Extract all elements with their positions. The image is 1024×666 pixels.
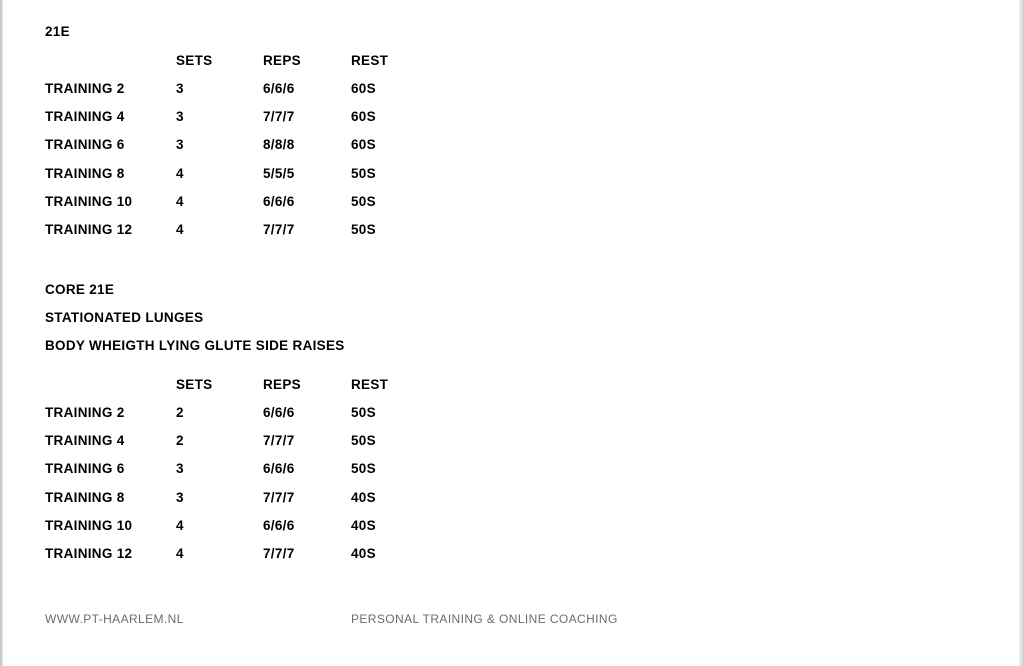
header-sets: SETS — [176, 377, 213, 392]
row-rest: 50S — [351, 433, 376, 448]
row-name: TRAINING 4 — [45, 433, 125, 448]
row-name: TRAINING 8 — [45, 490, 125, 505]
row-reps: 5/5/5 — [263, 166, 295, 181]
row-sets: 3 — [176, 137, 184, 152]
row-name: TRAINING 12 — [45, 546, 133, 561]
row-rest: 40S — [351, 490, 376, 505]
row-reps: 6/6/6 — [263, 461, 295, 476]
row-rest: 40S — [351, 546, 376, 561]
row-name: TRAINING 12 — [45, 222, 133, 237]
row-rest: 40S — [351, 518, 376, 533]
row-name: TRAINING 10 — [45, 194, 133, 209]
row-reps: 7/7/7 — [263, 109, 295, 124]
row-reps: 6/6/6 — [263, 194, 295, 209]
header-reps: REPS — [263, 53, 301, 68]
row-name: TRAINING 8 — [45, 166, 125, 181]
row-name: TRAINING 4 — [45, 109, 125, 124]
section-title: 21E — [45, 24, 70, 39]
header-reps: REPS — [263, 377, 301, 392]
row-reps: 8/8/8 — [263, 137, 295, 152]
row-rest: 60S — [351, 81, 376, 96]
footer-tagline: PERSONAL TRAINING & ONLINE COACHING — [351, 612, 618, 626]
row-name: TRAINING 2 — [45, 405, 125, 420]
row-rest: 60S — [351, 109, 376, 124]
row-sets: 4 — [176, 166, 184, 181]
row-rest: 60S — [351, 137, 376, 152]
row-rest: 50S — [351, 166, 376, 181]
row-rest: 50S — [351, 222, 376, 237]
row-rest: 50S — [351, 194, 376, 209]
row-sets: 4 — [176, 222, 184, 237]
row-rest: 50S — [351, 405, 376, 420]
row-sets: 3 — [176, 461, 184, 476]
header-rest: REST — [351, 53, 389, 68]
row-name: TRAINING 6 — [45, 461, 125, 476]
exercise-label: STATIONATED LUNGES — [45, 310, 204, 325]
row-reps: 6/6/6 — [263, 81, 295, 96]
header-rest: REST — [351, 377, 389, 392]
footer-website: WWW.PT-HAARLEM.NL — [45, 612, 184, 626]
row-sets: 3 — [176, 109, 184, 124]
row-reps: 7/7/7 — [263, 433, 295, 448]
row-sets: 2 — [176, 433, 184, 448]
row-name: TRAINING 10 — [45, 518, 133, 533]
row-sets: 4 — [176, 518, 184, 533]
row-sets: 3 — [176, 490, 184, 505]
header-sets: SETS — [176, 53, 213, 68]
row-reps: 7/7/7 — [263, 222, 295, 237]
exercise-label: BODY WHEIGTH LYING GLUTE SIDE RAISES — [45, 338, 345, 353]
row-sets: 4 — [176, 194, 184, 209]
row-reps: 7/7/7 — [263, 546, 295, 561]
row-sets: 2 — [176, 405, 184, 420]
row-name: TRAINING 2 — [45, 81, 125, 96]
row-reps: 6/6/6 — [263, 405, 295, 420]
section-title: CORE 21E — [45, 282, 115, 297]
page-edge-left — [0, 0, 3, 666]
page-edge-right — [1019, 0, 1024, 666]
row-sets: 4 — [176, 546, 184, 561]
row-reps: 6/6/6 — [263, 518, 295, 533]
row-reps: 7/7/7 — [263, 490, 295, 505]
row-rest: 50S — [351, 461, 376, 476]
row-sets: 3 — [176, 81, 184, 96]
row-name: TRAINING 6 — [45, 137, 125, 152]
